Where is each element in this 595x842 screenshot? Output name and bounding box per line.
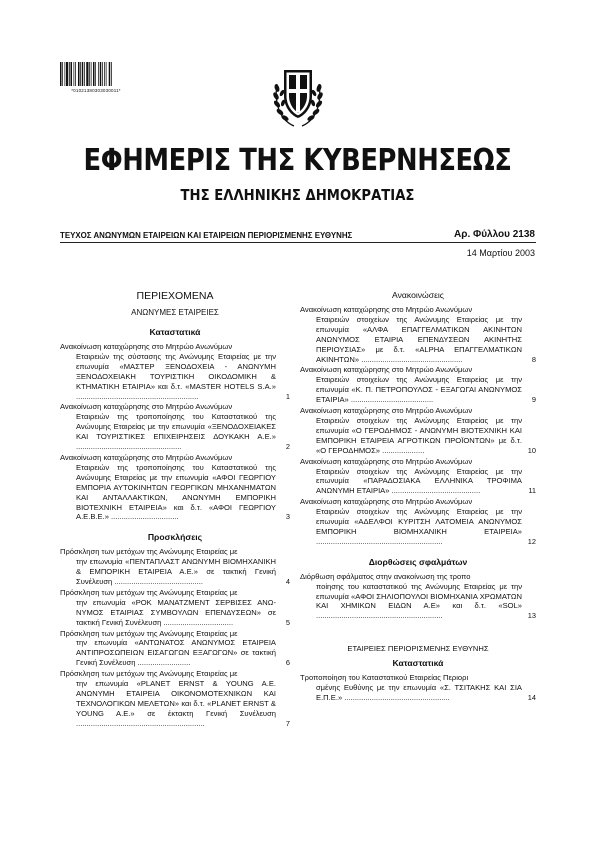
- entry-text-first-line: Ανακοίνωση καταχώρησης στο Μητρώο Ανωνύμων: [60, 402, 233, 412]
- llc-statutes-list: [300, 673, 536, 703]
- entry-text-first-line: Ανακοίνωση καταχώρησης στο Μητρώο Ανωνύμων: [60, 452, 233, 462]
- barcode-bar: [86, 62, 88, 86]
- contents-entry: [300, 406, 536, 456]
- section-heading-llc: ΕΤΑΙΡΕΙΕΣ ΠΕΡΙΟΡΙΣΜΕΝΗΣ ΕΥΘΥΝΗΣ: [347, 644, 489, 654]
- contents-entry: [300, 572, 536, 622]
- subsection-heading-statutes: Καταστατικά: [149, 327, 201, 337]
- entry-text-continuation: Εταιρειών στοιχείων της Ανώνυμης Εταιρείας με την επωνυμία «ΑΛΦΑ ΕΠΑΓΓΕΛΜΑΤΙΚΩΝ ΑΚΙΝΗΤΩΝ ΑΝΩΝΥΜΟΣ ΕΤΑΙΡΙΑ ΕΠΕΝΔΥΣΕΩΝ ΑΚΙΝΗΤΗΣ ΠΕΡΙΟΥΣΙΑΣ» με δ.τ. «ALPHA ΕΠΑΓΓΕΛΜΑΤΙΚΩΝ ΑΚΙΝΗΤΩΝ» ................................................: [316, 314, 522, 364]
- entry-text-first-line: Ανακοίνωση καταχώρησης στο Μητρώο Ανωνύμων: [300, 497, 473, 507]
- barcode-bar: [104, 62, 105, 86]
- entry-text-continuation: την επωνυμία «PLANET ERNST & YOUNG A.E. ΑΝΩΝΥΜΗ ΕΤΑΙΡΕΙΑ ΟΙΚΟΝΟΜΟΤΕΧΝΙΚΩΝ ΚΑΙ ΤΕΧΝΟΛΟΓΙΚΩΝ ΜΕΛΕΤΩΝ» και δ.τ. «PLANET ERNST & YOUNG A.E.» σε έκτακτη Γενική Συνέλευση .............................................................: [76, 679, 276, 728]
- contents-heading: ΠΕΡΙΕΧΟΜΕΝΑ: [136, 290, 214, 302]
- announcements-list: [300, 305, 536, 547]
- barcode-bar: [98, 62, 99, 86]
- entry-text-first-line: Ανακοίνωση καταχώρησης στο Μητρώο Ανωνύμων: [300, 406, 473, 416]
- section-heading-sa: ΑΝΩΝΥΜΕΣ ΕΤΑΙΡΕΙΕΣ: [131, 308, 219, 317]
- entry-text-continuation: ποίησης του καταστατικού της Ανώνυμης Εταιρείας με την επωνυμία «ΑΦΟΙ ΣΗΛΙΟΠΟΥΛΟΙ ΒΙΟΜΗΧΑΝΙΑ ΧΡΩΜΑΤΩΝ ΚΑΙ ΧΗΜΙΚΩΝ ΕΙΔΩΝ Α.Ε» και δ.τ. «SOL» ............................................................: [316, 581, 522, 621]
- barcode-bar: [60, 62, 62, 86]
- entry-text-first-line: Ανακοίνωση καταχώρησης στο Μητρώο Ανωνύμων: [300, 365, 473, 375]
- entry-text-first-line: Τροποποίηση του Καταστατικού Εταιρείας Περιορι: [300, 673, 469, 683]
- entry-text-continuation: Εταιρειών της τροποποίησης του Καταστατικού της Ανώνυμης Εταιρείας με την επωνυμία «ΞΕΝΟΔΟΧΕΙΑΚΕΣ ΚΑΙ ΤΟΥΡΙΣΤΙΚΕΣ ΕΠΙΧΕΙΡΗΣΕΙΣ ΔΟΥΚΑΚΗ Α.Ε.» ..................................................: [76, 412, 276, 452]
- entry-text-continuation: την επωνυμία «ΑΝΤΩΝΑΤΟΣ ΑΝΩΝΥΜΟΣ ΕΤΑΙΡΕΙΑ ΑΝΤΙΠΡΟΣΩΠΕΙΩΝ ΕΙΣΑΓΩΓΩΝ ΕΞΑΓΩΓΩΝ» σε τακτική Γενική Συνέλευση .........................: [76, 638, 276, 668]
- contents-entry: [60, 342, 290, 401]
- coat-of-arms-emblem: [270, 60, 326, 130]
- entry-text-continuation: Εταιρειών στοιχείων της Ανώνυμης Εταιρείας με την επωνυμία «ΠΑΡΑΔΟΣΙΑΚΑ ΕΛΛΗΝΙΚΑ ΤΡΟΦΙΜΑ ΑΝΩΝΥΜΗ ΕΤΑΙΡΙΑ» ..........................................: [316, 466, 522, 496]
- contents-entry: [60, 629, 290, 669]
- entry-page-number: 9: [531, 395, 536, 405]
- entry-text-continuation: την επωνυμία «ΡΟΚ ΜΑΝΑΤΖΜΕΝΤ ΣΕΡΒΙΣΕΣ ΑΝΩΝΥΜΟΣ ΕΤΑΙΡΙΑΣ ΣΥΜΒΟΥΛΩΝ ΕΠΕΝΔΥΣΕΩΝ» σε τακτική Γενική Συνέλευση .................................: [76, 597, 276, 627]
- barcode-bar: [109, 62, 111, 86]
- entry-page-number: 5: [285, 617, 290, 627]
- issue-date: 14 Μαρτίου 2003: [466, 248, 535, 258]
- barcode-number: *01021380303030011*: [71, 88, 121, 93]
- barcode-bar: [74, 62, 75, 86]
- contents-entry: [300, 497, 536, 547]
- barcode-bar: [100, 62, 102, 86]
- barcode-bar: [82, 62, 84, 86]
- subsection-heading-llc-statutes: Καταστατικά: [392, 658, 444, 669]
- entry-text-first-line: Ανακοίνωση καταχώρησης στο Μητρώο Ανωνύμων: [300, 456, 473, 466]
- entry-page-number: 12: [527, 536, 536, 546]
- barcode-bar: [95, 62, 96, 86]
- gazette-subtitle: ΤΗΣ ΕΛΛΗΝΙΚΗΣ ΔΗΜΟΚΡΑΤΙΑΣ: [180, 186, 415, 204]
- issue-number: Αρ. Φύλλου 2138: [454, 229, 535, 240]
- statutes-list: [60, 342, 290, 522]
- entry-text-first-line: Πρόσκληση των μετόχων της Ανώνυμης Εταιρείας με: [60, 547, 238, 557]
- barcode-bar: [111, 62, 112, 86]
- issue-type: ΤΕΥΧΟΣ ΑΝΩΝΥΜΩΝ ΕΤΑΙΡΕΙΩΝ ΚΑΙ ΕΤΑΙΡΕΙΩΝ ΠΕΡΙΟΡΙΣΜΕΝΗΣ ΕΥΘΥΝΗΣ: [60, 230, 353, 240]
- barcode-bar: [106, 62, 107, 86]
- entry-text-first-line: Πρόσκληση των μετόχων της Ανώνυμης Εταιρείας με: [60, 669, 238, 679]
- barcode-bar: [69, 62, 70, 86]
- entry-page-number: 10: [527, 445, 536, 455]
- entry-page-number: 11: [528, 486, 536, 496]
- entry-page-number: 8: [531, 354, 536, 364]
- contents-entry: [60, 588, 290, 628]
- barcode-bar: [93, 62, 95, 86]
- entry-text-first-line: Πρόσκληση των μετόχων της Ανώνυμης Εταιρείας με: [60, 587, 238, 597]
- contents-entry: [60, 547, 290, 587]
- contents-entry: [300, 305, 536, 364]
- entry-text-first-line: Ανακοίνωση καταχώρησης στο Μητρώο Ανωνύμων: [60, 342, 233, 351]
- barcode-bar: [66, 62, 68, 86]
- subsection-heading-announcements: Ανακοινώσεις: [392, 290, 444, 300]
- corrections-list: [300, 572, 536, 622]
- barcode-bar: [84, 62, 85, 86]
- header-divider: [60, 242, 536, 243]
- contents-entry: [300, 457, 536, 497]
- contents-entry: [60, 453, 290, 522]
- entry-page-number: 3: [285, 512, 290, 522]
- entry-page-number: 2: [285, 442, 290, 452]
- barcode-bar: [75, 62, 76, 86]
- entry-text-first-line: Ανακοίνωση καταχώρησης στο Μητρώο Ανωνύμων: [300, 305, 473, 314]
- entry-page-number: 4: [285, 577, 290, 587]
- entry-page-number: 1: [285, 391, 290, 401]
- entry-text-first-line: Πρόσκληση των μετόχων της Ανώνυμης Εταιρείας με: [60, 628, 238, 638]
- contents-right-column: [300, 290, 536, 704]
- entry-page-number: 6: [285, 658, 290, 668]
- entry-text-first-line: Διόρθωση σφάλματος στην ανακοίνωση της τροπο: [300, 571, 471, 581]
- entry-text-continuation: Εταιρειών της τροποποίησης του Καταστατικού της Ανώνυμης Εταιρείας με την επωνυμία «ΑΦΟΙ ΓΕΩΡΓΙΟΥ ΕΜΠΟΡΙΑ ΑΥΤΟΚΙΝΗΤΩΝ ΓΕΩΡΓΙΚΩΝ ΜΗΧΑΝΗΜΑΤΩΝ ΚΑΙ ΑΝΤΑΛΛΑΚΤΙΚΩΝ, ΑΝΩΝΥΜΗ ΕΜΠΟΡΙΚΗ ΒΙΟΤΕΧΝΙΚΗ ΕΤΑΙΡΕΙΑ» και δ.τ. «ΑΦΟΙ ΓΕΩΡΓΙΟΥ Α.Ε.Β.Ε.» ................................: [76, 462, 276, 522]
- barcode-bar: [80, 62, 81, 86]
- entry-text-continuation: Εταιρειών στοιχείων της Ανώνυμης Εταιρείας με την επωνυμία «Κ. Π. ΠΕΤΡΟΠΟΥΛΟΣ - ΕΞΑΓΩΓΑΙ ΑΝΩΝΥΜΟΣ ΕΤΑΙΡΙΑ» .......................................: [316, 375, 522, 405]
- barcode-bar: [91, 62, 92, 86]
- gazette-title: ΕΦΗΜΕΡΙΣ ΤΗΣ ΚΥΒΕΡΝΗΣΕΩΣ: [83, 143, 512, 178]
- barcode: [60, 62, 132, 86]
- barcode-bar: [89, 62, 90, 86]
- subsection-heading-corrections: Διορθώσεις σφαλμάτων: [368, 556, 468, 567]
- barcode-bar: [65, 62, 66, 86]
- barcode-bar: [102, 62, 103, 86]
- subsection-heading-invitations: Προσκλήσεις: [147, 532, 203, 543]
- entry-text-continuation: Εταιρειών της σύστασης της Ανώνυμης Εταιρείας με την επωνυμία «ΜΑΣΤΕΡ ΞΕΝΟΔΟΧΕΙΑ - ΑΝΩΝΥΜΗ ΞΕΝΟΔΟΧΕΙΑΚΗ ΤΟΥΡΙΣΤΙΚΗ ΟΙΚΟΔΟΜΙΚΗ & ΚΤΗΜΑΤΙΚΗ ΕΤΑΙΡΙΑ» και δ.τ. «MASTER HOTELS S.A.» ..........................................................: [76, 351, 276, 401]
- barcode-bar: [71, 62, 73, 86]
- contents-entry: [300, 673, 536, 703]
- contents-entry: [60, 402, 290, 452]
- contents-left-column: [60, 290, 290, 730]
- contents-entry: [60, 669, 290, 728]
- barcode-bar: [78, 62, 80, 86]
- entry-page-number: 14: [527, 693, 536, 703]
- contents-entry: [300, 365, 536, 405]
- entry-text-continuation: Εταιρειών στοιχείων της Ανώνυμης Εταιρείας με την επωνυμία «Ο ΓΕΡΟΔΗΜΟΣ - ΑΝΩΝΥΜΗ ΒΙΟΤΕΧΝΙΚΗ ΚΑΙ ΕΜΠΟΡΙΚΗ ΕΤΑΙΡΕΙΑ ΑΓΡΟΤΙΚΩΝ ΠΡΟΪΟΝΤΩΝ» με δ.τ. «Ο ΓΕΡΟΔΗΜΟΣ» ....................: [316, 415, 522, 455]
- entry-text-continuation: την επωνυμία «ΠΕΝΤΑΠΛΑΣΤ ΑΝΩΝΥΜΗ ΒΙΟΜΗΧΑΝΙΚΗ & ΕΜΠΟΡΙΚΗ ΕΤΑΙΡΕΙΑ Α.Ε.» σε τακτική Γενική Συνέλευση ..........................................: [76, 557, 276, 587]
- barcode-bar: [62, 62, 63, 86]
- entry-text-continuation: Εταιρειών στοιχείων της Ανώνυμης Εταιρείας με την επωνυμία «ΑΔΕΛΦΟΙ ΚΥΡΙΤΣΗ ΛΑΤΟΜΕΙΑ ΑΝΩΝΥΜΟΣ ΕΜΠΟΡΙΚΗ ΒΙΟΜΗΧΑΝΙΚΗ ΕΤΑΙΡΕΙΑ» ............................................................: [316, 507, 522, 546]
- entry-page-number: 13: [527, 611, 536, 621]
- entry-page-number: 7: [285, 718, 290, 728]
- entry-text-continuation: σμένης Ευθύνης με την επωνυμία «Σ. ΤΣΙΤΑΚΗΣ ΚΑΙ ΣΙΑ Ε.Π.Ε.» ..................................................: [316, 683, 522, 703]
- invitations-list: [60, 547, 290, 728]
